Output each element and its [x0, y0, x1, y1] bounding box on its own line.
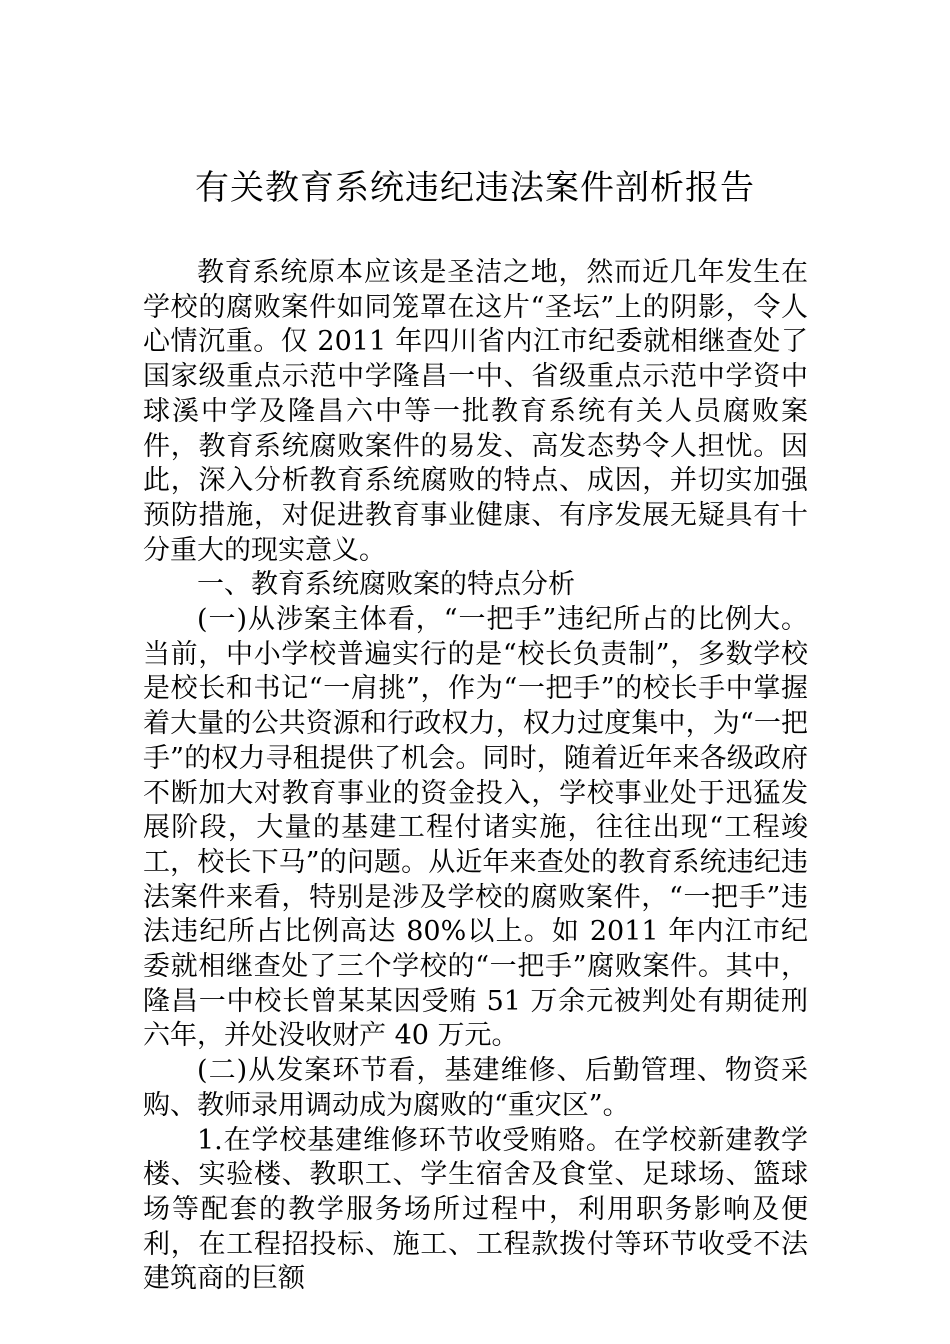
paragraph-subsection-1: (一)从涉案主体看，“一把手”违纪所占的比例大。当前，中小学校普遍实行的是“校长负责制”，多数学校是校长和书记“一肩挑”，作为“一把手”的校长手中掌握着大量的公共资源和行政权力，权力过度集中，为“一把手”的权力寻租提供了机会。同时，随着近年来各级政府不断加大对教育事业的资金投入，学校事业处于迅猛发展阶段，大量的基建工程付诸实施，往往出现“工程竣工，校长下马”的问题。从近年来查处的教育系统违纪违法案件来看，特别是涉及学校的腐败案件，“一把手”违法违纪所占比例高达 80%以上。如 2011 年内江市纪委就相继查处了三个学校的“一把手”腐败案件。其中，隆昌一中校长曾某某因受贿 51 万余元被判处有期徒刑六年，并处没收财产 40 万元。: [143, 604, 808, 1052]
paragraph-intro: 教育系统原本应该是圣洁之地，然而近几年发生在学校的腐败案件如同笼罩在这片“圣坛”上的阴影，令人心情沉重。仅 2011 年四川省内江市纪委就相继查处了国家级重点示范中学隆昌一中、省级重点示范中学资中球溪中学及隆昌六中等一批教育系统有关人员腐败案件，教育系统腐败案件的易发、高发态势令人担忧。因此，深入分析教育系统腐败的特点、成因，并切实加强预防措施，对促进教育事业健康、有序发展无疑具有十分重大的现实意义。: [143, 257, 808, 566]
document-title: 有关教育系统违纪违法案件剖析报告: [195, 168, 755, 208]
paragraph-subsection-2: (二)从发案环节看，基建维修、后勤管理、物资采购、教师录用调动成为腐败的“重灾区”。: [143, 1055, 808, 1121]
section-heading-1: 一、教育系统腐败案的特点分析: [197, 569, 575, 601]
document-body: [143, 256, 808, 1297]
paragraph-item-1: 1.在学校基建维修环节收受贿赂。在学校新建教学楼、实验楼、教职工、学生宿舍及食堂、足球场、篮球场等配套的教学服务场所过程中，利用职务影响及便利，在工程招投标、施工、工程款拨付等环节收受不法建筑商的巨额: [143, 1124, 808, 1295]
